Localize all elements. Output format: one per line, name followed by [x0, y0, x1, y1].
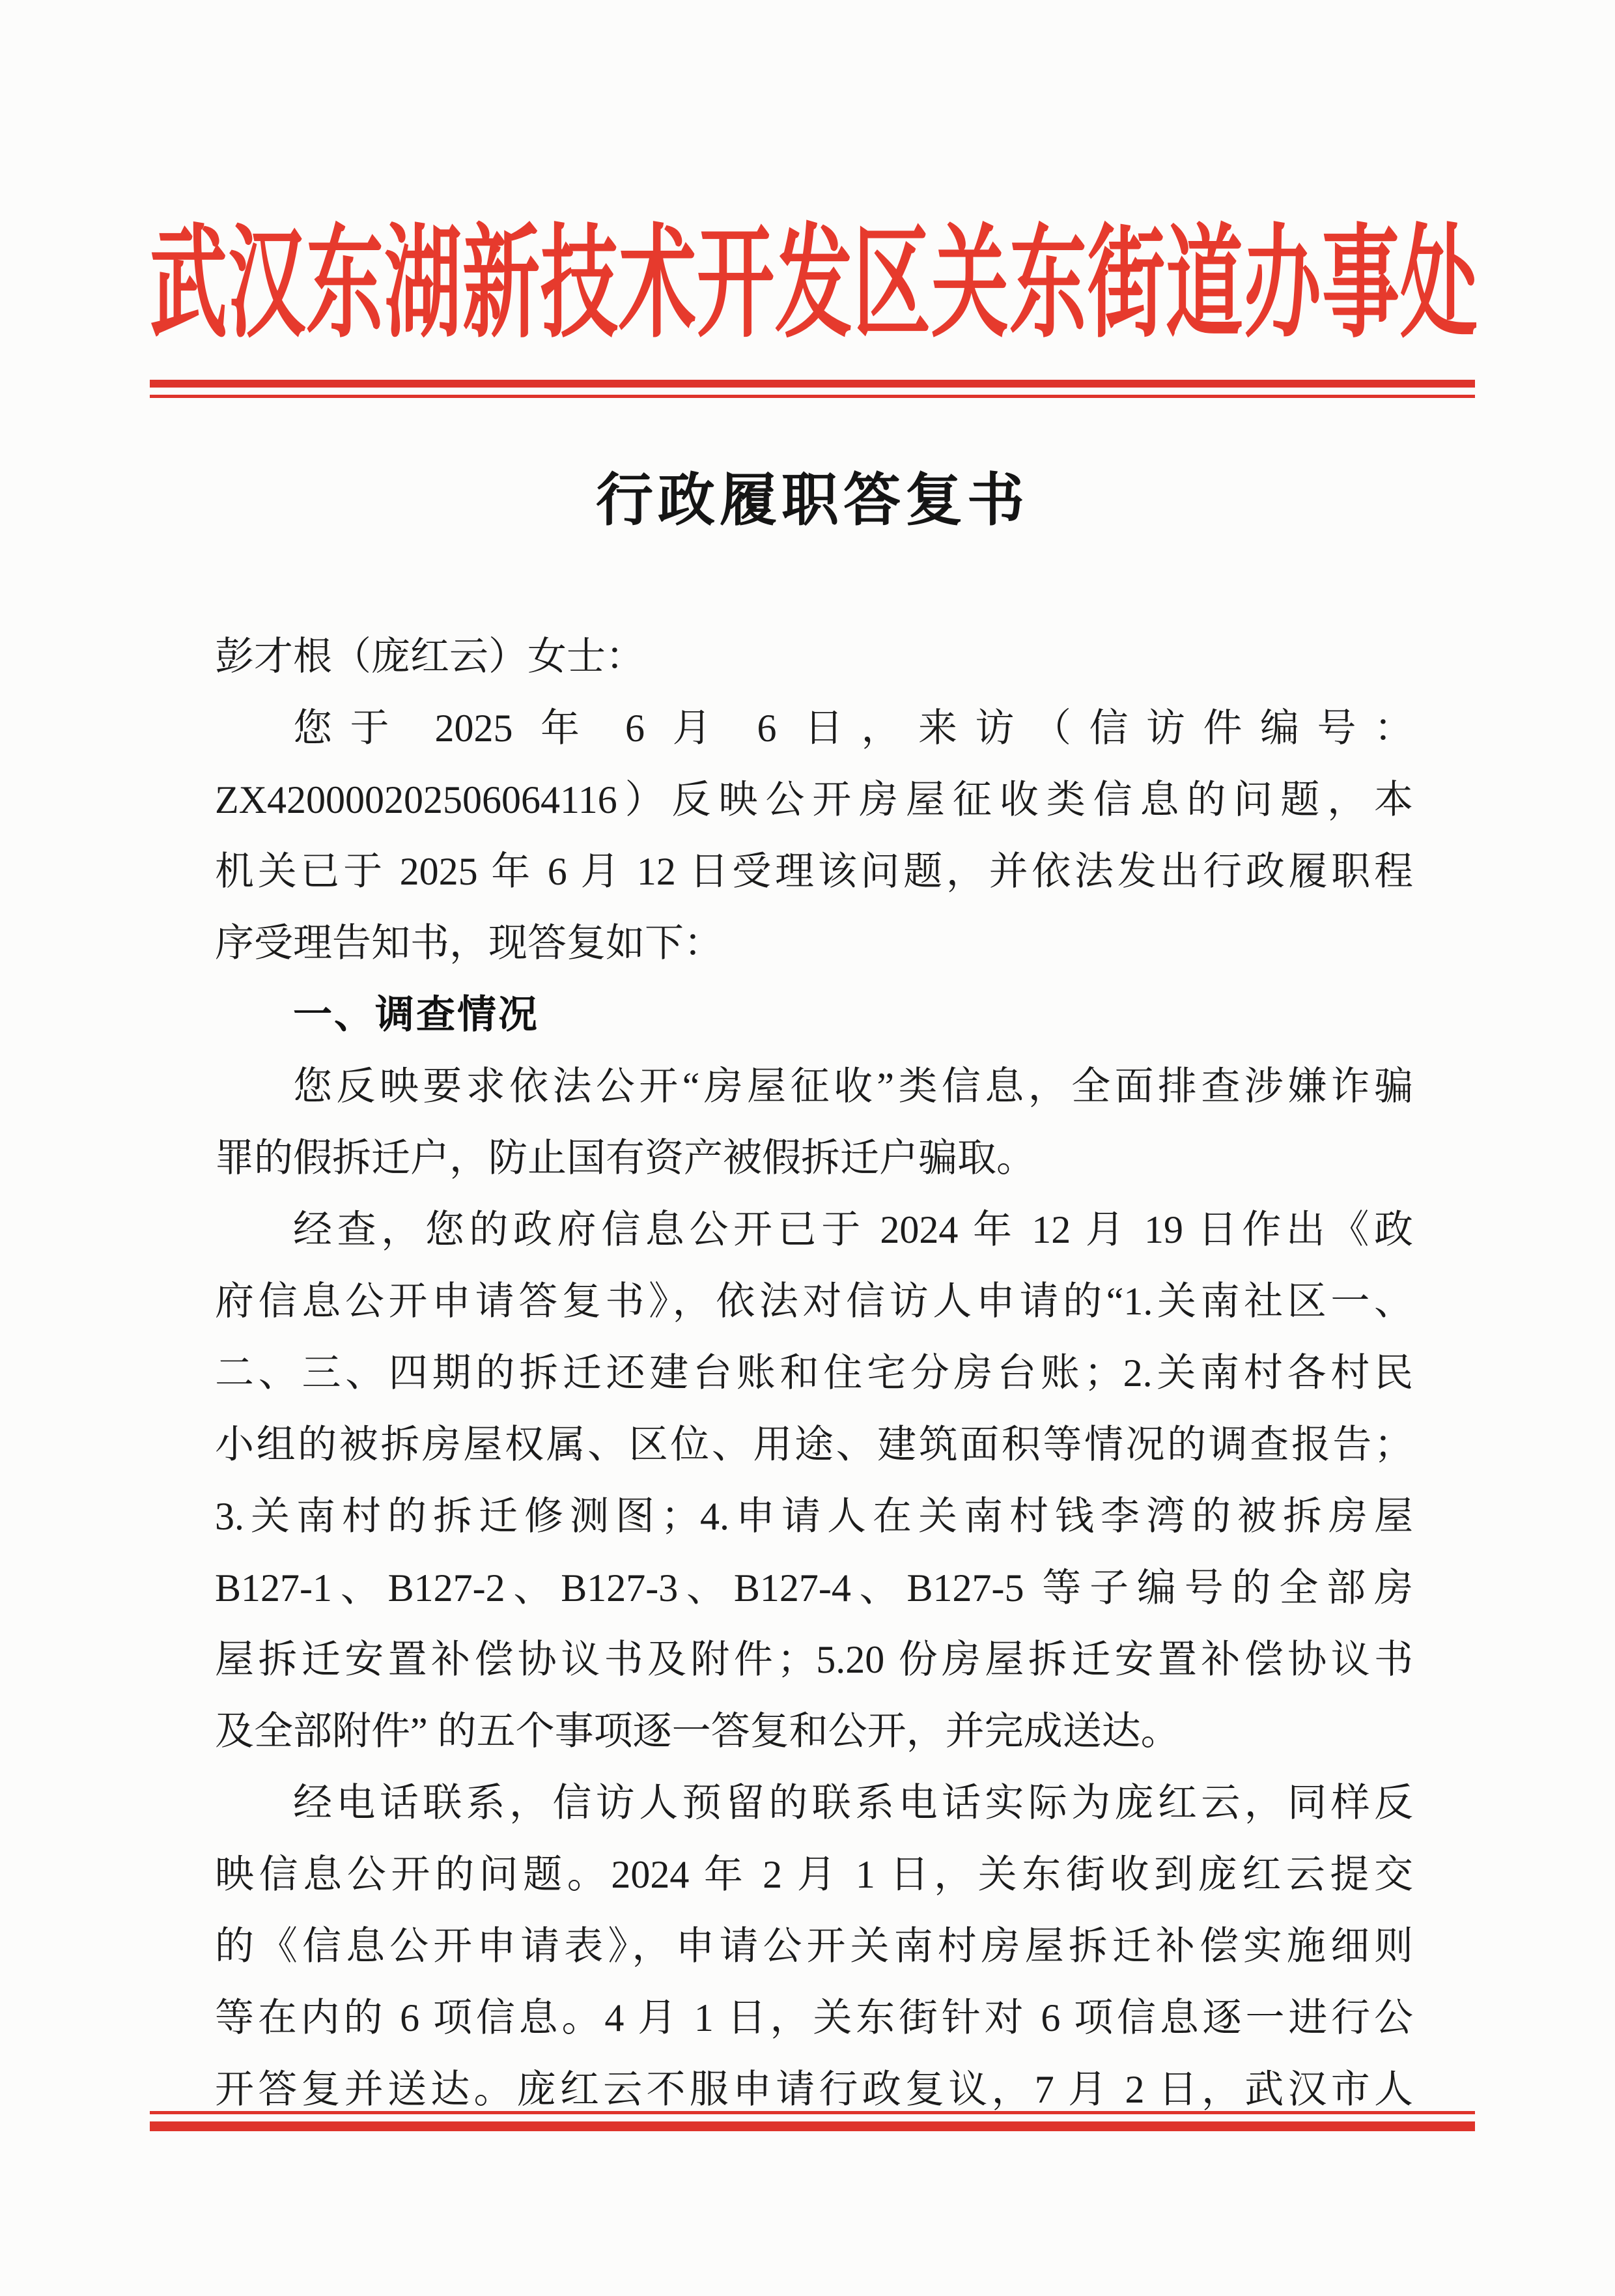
- body-line: 您于 2025 年 6 月 6 日，来访（信访件编号：: [293, 707, 1413, 750]
- body-line: 等在内的 6 项信息。4 月 1 日，关东街针对 6 项信息逐一进行公: [215, 1996, 1413, 2039]
- letterhead-org-name: 武汉东湖新技术开发区关东街道办事处: [150, 216, 1478, 352]
- footer-rule-thin: [150, 2111, 1475, 2114]
- body-line: 二、三、四期的拆迁还建台账和住宅分房台账；2.关南村各村民: [215, 1352, 1413, 1395]
- body-line: 罪的假拆迁户，防止国有资产被假拆迁户骗取。: [215, 1137, 1035, 1180]
- footer-rule-thick: [150, 2121, 1475, 2131]
- document-body: [215, 621, 1413, 2125]
- body-line: 经查，您的政府信息公开已于 2024 年 12 月 19 日作出《政: [293, 1208, 1413, 1251]
- body-line: B127-1、B127-2、B127-3、B127-4、B127-5 等子编号的全部房: [215, 1566, 1413, 1609]
- body-line: 3.关南村的拆迁修测图；4.申请人在关南村钱李湾的被拆房屋: [215, 1495, 1413, 1538]
- body-line: 机关已于 2025 年 6 月 12 日受理该问题，并依法发出行政履职程: [215, 850, 1413, 893]
- section-heading: 一、调查情况: [293, 993, 539, 1036]
- body-line: 彭才根（庞红云）女士：: [215, 635, 645, 678]
- body-line: 府信息公开申请答复书》，依法对信访人申请的“1.关南社区一、: [215, 1280, 1413, 1323]
- header-rule-thick: [150, 380, 1475, 388]
- document-title: 行政履职答复书: [595, 470, 1029, 533]
- body-line: 经电话联系，信访人预留的联系电话实际为庞红云，同样反: [293, 1781, 1413, 1824]
- body-line: 映信息公开的问题。2024 年 2 月 1 日，关东街收到庞红云提交: [215, 1853, 1413, 1896]
- header-rule-thin: [150, 395, 1475, 398]
- body-line: ZX420000202506064116）反映公开房屋征收类信息的问题，本: [215, 778, 1413, 821]
- body-line: 的《信息公开申请表》，申请公开关南村房屋拆迁补偿实施细则: [215, 1925, 1413, 1968]
- body-line: 小组的被拆房屋权属、区位、用途、建筑面积等情况的调查报告；: [215, 1423, 1413, 1466]
- body-line: 序受理告知书，现答复如下：: [215, 922, 723, 965]
- body-line: 您反映要求依法公开“房屋征收”类信息，全面排查涉嫌诈骗: [293, 1065, 1413, 1108]
- body-line: 开答复并送达。庞红云不服申请行政复议，7 月 2 日，武汉市人: [215, 2068, 1413, 2111]
- body-line: 及全部附件” 的五个事项逐一答复和公开，并完成送达。: [215, 1710, 1180, 1753]
- body-line: 屋拆迁安置补偿协议书及附件；5.20 份房屋拆迁安置补偿协议书: [215, 1638, 1413, 1681]
